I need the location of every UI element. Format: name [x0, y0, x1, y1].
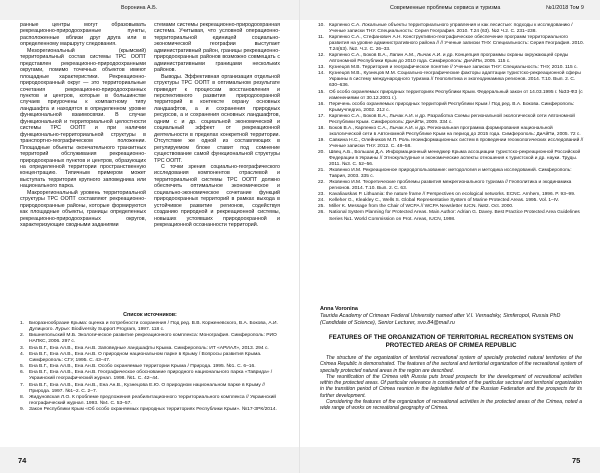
- author-affiliation: Taurida Academy of Crimean Federal University named after V.I. Vernadsky, Simferopol, Russia PhD (Candidate of Science), Senior Lecturer, svo.84@mail.ru: [320, 313, 561, 326]
- reference-text: Яковенко И.М. Теоретические проблемы развития межрегионального туризма // Геополитика и экодинамика регионов. 2014. Т.10. Вып. 2. С. 63.: [329, 180, 572, 192]
- left-text-column-2: [154, 22, 280, 229]
- reference-list: [318, 23, 584, 223]
- header-issue: №1/2018 Том 9: [546, 5, 584, 11]
- reference-number: 26.: [318, 210, 325, 216]
- reference-text: Кузнецов М.В., Кузнецов М.М. Социально-географические факторы адаптации туристско-рекреационной сферы Украины в систему международного туризма // Геополитика и экогеодинамика регионов. 2014. Т.10. Вып. 2. С. 630–636.: [329, 71, 581, 89]
- reference-text: Kavaliauskas P. Lithuania: the nature frame // Perspectives on ecological networks. ECNC. Arnhem, 1996. P. 93–99.: [329, 192, 576, 198]
- reference-text: Кузнецов М.В. Территория и географическое понятие // Ученые записки ТНУ: Специальность: ТНУ, 2010. 115 с.: [329, 65, 578, 71]
- reference-number: 15.: [318, 89, 325, 95]
- reference-number: 25.: [318, 204, 325, 210]
- author-name: Anna Voronina: [320, 306, 358, 312]
- right-page: [300, 0, 600, 473]
- reference-text: Miller K. Message from the Chair of WCPA // WCPA Newsletter IUCN. №82. Oct. 2000.: [329, 204, 514, 210]
- reference-number: 9.: [20, 407, 25, 413]
- reference-item: [20, 333, 282, 345]
- reference-item: [20, 321, 282, 333]
- reference-text: Ена В.Г., Ена Ал.В., Ена Ан.В. Особо охраняемые территории Крыма / Природа. 1995. №1. С. 6–16.: [29, 364, 256, 370]
- reference-number: 12.: [318, 53, 325, 59]
- reference-list: [20, 321, 282, 413]
- reference-item: [20, 352, 282, 364]
- reference-item: [318, 71, 584, 89]
- reference-item: [318, 150, 584, 168]
- reference-text: Жидуновская Л.О. К проблеме предложения реабилитационного территориального комплекса // Украинский географический журнал. 1993. №4. С. 53–57.: [29, 394, 277, 407]
- reference-number: 16.: [318, 101, 325, 107]
- reference-number: 1.: [20, 321, 25, 326]
- reference-number: 10.: [318, 23, 325, 28]
- paragraph: Макрорегиональный уровень территориальной структуры ТРС ООПТ составляют рекреационно-природоохранные районы, которые формируются как площадные объекты, границы определенных рекреационно-природоохранных округов, характеризующие сводными заданиями: [20, 189, 146, 229]
- reference-text: Kelleher G., Kleakley C., Wells S. Global Representative System of Marine Protected Areas. 1995. Vol. 1–IV.: [329, 198, 560, 204]
- reference-text: Карпенко С.А., Стефанович А.Н. Конструктивно-географическое обеспечение программ территориального развития на уровне административного района // // Ученые записки ТНУ. Специальность: Серия География. 2010. Т.24(63). №2. Ч.2. С. 26–33.: [329, 35, 584, 53]
- reference-number: 24.: [318, 198, 325, 204]
- abstract-paragraph: Considering the features of the organization of recreational activities in the protected areas of the Crimea, noted a wide range of works on recreational geography of Crimea.: [320, 399, 582, 412]
- reference-item: [318, 210, 584, 222]
- reference-text: Закон Республики Крым «Об особо охраняемых природных территориях Республики Крым». №17-ЗРК/2014.: [29, 407, 277, 413]
- abstract: [320, 355, 582, 412]
- reference-text: Карпенко С.А., Боков В.А., Лычак А.И. и др. Разработка Схемы региональной экологической сети Автономной Республики Крым. Симферополь: ДиАйПи, 2009. 334 с.: [329, 113, 575, 125]
- reference-text: Карпенко С.А. Локальные объекты территориального управления и как лесистые: подходы к исследованию / Ученые записки ТНУ. Специальность: Серия География. 2010. Т.24 (63). №2 Ч.2. С. 231–238.: [329, 23, 573, 35]
- reference-text: Биоразнообразие Крыма: оценка и потребности сохранения / Под ред. В.В. Корженевского, В.А. Бокова, А.И. Дулицкого. Лурье: Biodiversity Support Program, 1997. 118 с.: [29, 321, 278, 333]
- page-number: 74: [18, 456, 27, 465]
- reference-text: Ена В.Г., Ена Ал.В., Ена Ан.В. О природном национальном парке в Крыму / Вопросы развития Крыма. Симферополь: СГУ, 1995. С. 43–47.: [29, 351, 262, 363]
- reference-number: 21.: [318, 168, 325, 174]
- reference-item: [318, 53, 584, 65]
- reference-item: [318, 102, 584, 114]
- reference-text: Ена В.Г., Ена Ал.В., Ена Ан.В. Заповедные ландшафты Крыма. Симферополь: ИТ «АРИАЛ», 2013. 294 с.: [29, 345, 269, 351]
- article-title-en: FEATURES OF THE ORGANIZATION OF TERRITORIAL RECREATION SYSTEMS ON PROTECTED AREAS OF CRIMEA REPUBLIC: [328, 334, 574, 349]
- reference-number: 22.: [318, 180, 325, 186]
- reference-text: Ена В.Г., Ена Ал.В., Ена Ан.В. Географическое обоснование природного национального парка «Таврида» / Украинский географический журнал. 1998. №1. С. 42–44.: [29, 370, 273, 382]
- reference-item: [318, 90, 584, 102]
- left-text-column-1: [20, 22, 146, 229]
- reference-item: [318, 114, 584, 126]
- reference-number: 17.: [318, 113, 325, 119]
- reference-item: [20, 370, 282, 382]
- reference-number: 13.: [318, 65, 325, 71]
- reference-number: 5.: [20, 364, 25, 370]
- reference-text: Ена В.Г., Ена Ал.В., Ена Ан.В., Ена Ан.В., Кузнецова Е.Ю. О природном национальном парке в Крыму // Природа. 1997. №1–2. С. 2–7.: [29, 382, 265, 394]
- header-journal-title: Современные проблемы сервиса и туризма: [390, 5, 501, 11]
- reference-text: Карпенко С.А., Боков В.А., Лапин А.М., Лычак А.И. и др. Концепция программы охраны окружающей среды Автономной Республики Крым до 2010 года. Симферополь: ДиАйПи, 2005. 115 с.: [329, 53, 569, 65]
- reference-item: [318, 138, 584, 150]
- reference-text: National System Planning for Protected Areas. Main Author: Adrian G. Davey. Best Practice Protected Area Guidelines Series №1. World Commission on Prot. Areas, IUCN, 1998.: [329, 210, 580, 222]
- reference-number: 6.: [20, 370, 25, 376]
- paragraph: ранные центры могут образовывать рекреационно-природоохранные пункты, расположенные вблизи друг друга или в определенному маршруту следования.: [20, 22, 146, 48]
- reference-number: 23.: [318, 192, 325, 198]
- abstract-paragraph: The structure of the organization of territorial recreational system of specially protected natural territories of the Crimea Republic is demonstrated. The features of the sectoral and territorial organization of the recreational system of specially protected natural areas in the region are described.: [320, 355, 582, 374]
- reference-number: 14.: [318, 71, 325, 77]
- reference-item: [318, 126, 584, 138]
- reference-text: Об особо охраняемых природных территориях Республики Крым. Федеральный закон от 14.03.1995 г. №33-ФЗ (с изменениями от 30.12.2001 г.).: [329, 89, 583, 101]
- reference-text: Вишнепольский М.Б. Экологическое развитие рекреационного комплекса: Монография. Симферополь: РИО НАПКС, 2006. 297 с.: [29, 333, 277, 345]
- right-page-header: [300, 0, 600, 20]
- paragraph: С точки зрения социально-географического исследования компонентов отраслевой и территориальной системы ТРС ООПТ должно обеспечить оптимальное экономическое и социально-экономическое сочетание функций природоохранных территорий в рамках выхода в устойчивое развитие регионов, содействуя созданию природной и рекреационной системы, новыших устоявших природоохранной и рекреационной осознанности территорий.: [154, 163, 280, 229]
- reference-text: Перечень особо охраняемых природных территорий Республики Крым / Под ред. В.А. Бокова. Симферополь: Крымучпедгиз, 2002. 212 с.: [329, 101, 575, 113]
- reference-item: [20, 395, 282, 407]
- author-block: [320, 306, 582, 327]
- page-number: 75: [572, 456, 581, 465]
- reference-text: Швец А.Б., Большак Д.А. Информационный менеджер Крыма ассоциации туристско-рекреационной Российской Федерации в Украины // Этнокультурные и экономические аспекты отношения к туристской и др. науки. Труды. 2011. №3. С. 52–56.: [329, 149, 581, 168]
- reference-item: [318, 180, 584, 192]
- abstract-paragraph: The reunification of the Crimea with Russia puts broad prospects for the development of recreational activities within the protected areas. Of particular relevance is consideration of the particular sectoral and territorial organization in the transition period of Crimea reunion in the legislative field of the Russian Federation and the prospects for its further development.: [320, 373, 582, 399]
- paragraph: Выводы. Эффективная организация отдельной структуры ТРС ООПТ в оптимальном результате приведет к процессам восстановления и перспективного развития природоохранной территорий в контексте охрану основных ландшафтов, а и сохранения природных ресурсов, а и сохранения основных ландшафтов, одним с и др. социальной экономической и социальный эффект от рекреационной деятельности в пределах конкретной территории. Отсутствие же одной из составляющих в регулируемом блоке ставит под сомнение существование самой функциональной структуры ТРС ООПТ.: [154, 73, 280, 164]
- reference-number: 7.: [20, 382, 25, 388]
- paragraph: Мезорегиональный (крымский) территориальный состав системы ТРС ООПТ представлен рекреационно-природоохранными округами, помимо точечных объектов имеют площадные характеристики. Рекреационно-природоохранный округ — это территориальные сочетания рекреационно-природоохранных пунктов и центров, которые в большинстве случаев приурочены к компактному типу ландшафта и находятся в определенном уровне функциональной взаимосвязи. В случае функциональной и территориальной целостности системы ТРС ООПТ и при наличии функционально-территориальной структуры в транспортно-географическом положении. Площадные объекты окончательного транзитных территорий обслуживания рекреационно-природоохранных пунктов и центров, образующих на определенной территории пространственную концентрацию. Типичным примером может выступать территория крупного заповедника или национального парка.: [20, 47, 146, 190]
- reference-item: [318, 168, 584, 180]
- reference-item: [20, 407, 282, 413]
- reference-text: Боков В.А., Карпенко С.А., Лычак А.И. и др. Региональная программа формирования национальной экологической сети в Автономной Республике Крым на период до 2015 года. Симферополь: ДиАйПи, 2005. 72 с.: [329, 125, 581, 137]
- reference-number: 19.: [318, 137, 325, 143]
- right-page-footer: [300, 447, 600, 473]
- reference-number: 8.: [20, 394, 25, 400]
- reference-text: Савкина Н.С., Олейников М.П. Роль геоинформационных систем в проведении геоэкологических исследований // Ученые записки ТНУ. 2012. С. 48–58.: [329, 137, 584, 149]
- references-heading: Список источников:: [123, 312, 177, 318]
- reference-number: 18.: [318, 125, 325, 131]
- reference-item: [318, 35, 584, 53]
- reference-number: 2.: [20, 333, 25, 339]
- reference-item: [318, 23, 584, 35]
- paragraph: стемами системы рекреационно-природоохранная система. Учитывая, что условной операционно-территориальной единицей социально-экономической географии выступает административный район, границы рекреационно-природоохранных районов возможно совмещать с административными границами нескольких районов.: [154, 22, 280, 74]
- left-page-header: [0, 0, 300, 20]
- reference-number: 11.: [318, 35, 325, 41]
- reference-item: [20, 383, 282, 395]
- reference-number: 3.: [20, 345, 25, 351]
- reference-number: 4.: [20, 351, 25, 357]
- reference-number: 20.: [318, 149, 325, 155]
- reference-text: Яковенко И.М. Рекреационное природопользование: методология и методика исследований. Симферополь: Таврия, 2003. 335 с.: [329, 168, 572, 180]
- header-author: Воронина А.Б.: [121, 5, 158, 11]
- left-page-footer: [0, 447, 300, 473]
